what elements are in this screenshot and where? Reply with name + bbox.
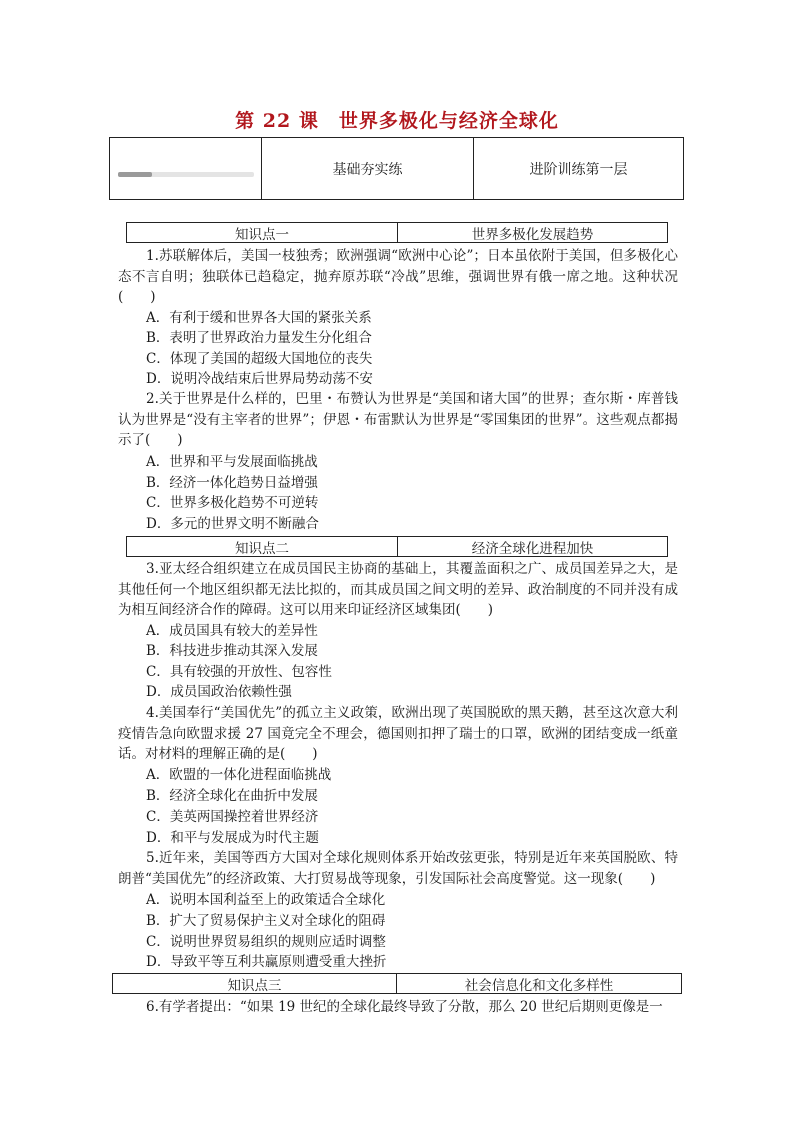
question-option: B．科技进步推动其深入发展 — [146, 643, 318, 659]
progress-cell — [110, 138, 262, 199]
section-label: 知识点二 — [127, 537, 398, 556]
section-topic: 社会信息化和文化多样性 — [464, 977, 614, 994]
question-stem: 6.有学者提出：“如果 19 世纪的全球化最终导致了分散，那么 20 世纪后期则更像是一 — [146, 999, 663, 1015]
page-title: 第 22 课 世界多极化与经济全球化 — [235, 110, 559, 132]
question-option: C．体现了美国的超级大国地位的丧失 — [146, 351, 373, 367]
question-option: B．经济全球化在曲折中发展 — [146, 788, 318, 804]
header-advanced-training: 进阶训练第一层 — [529, 161, 628, 178]
question-option: D．和平与发展成为时代主题 — [146, 830, 319, 846]
question-option: B．扩大了贸易保护主义对全球化的阻碍 — [146, 913, 386, 929]
question-option: C．说明世界贸易组织的规则应适时调整 — [146, 934, 386, 950]
section-header — [112, 973, 682, 994]
progress-fill — [118, 172, 152, 177]
question-option: B．表明了世界政治力量发生分化组合 — [146, 330, 372, 346]
header-basic-practice: 基础夯实练 — [262, 138, 474, 199]
section-label: 知识点一 — [127, 223, 398, 242]
header-table — [109, 137, 684, 200]
section-header — [126, 536, 668, 557]
section-topic: 世界多极化发展趋势 — [471, 226, 594, 243]
section-topic: 经济全球化进程加快 — [471, 540, 594, 557]
section-header — [126, 222, 668, 243]
question-option: C．具有较强的开放性、包容性 — [146, 664, 332, 680]
question-option: A．世界和平与发展面临挑战 — [146, 454, 318, 470]
section-label: 知识点三 — [113, 974, 397, 993]
question-option: A．有利于缓和世界各大国的紧张关系 — [146, 310, 372, 326]
question-option: D．多元的世界文明不断融合 — [146, 516, 319, 532]
question-option: A．欧盟的一体化进程面临挑战 — [146, 767, 332, 783]
question-option: D．导致平等互利共赢原则遭受重大挫折 — [146, 954, 387, 970]
question-option: C．世界多极化趋势不可逆转 — [146, 495, 319, 511]
progress-bar — [118, 172, 254, 177]
question-option: C．美英两国操控着世界经济 — [146, 809, 319, 825]
question-option: D．成员国政治依赖性强 — [146, 684, 292, 700]
question-option: A．成员国具有较大的差异性 — [146, 623, 318, 639]
question-option: B．经济一体化趋势日益增强 — [146, 475, 318, 491]
question-stem: 1.苏联解体后，美国一枝独秀；欧洲强调“欧洲中心论”；日本虽依附于美国，但多极化心态不言自明；独联体已趋稳定，抛弃原苏联“冷战”思维，强调世界有俄一席之地。这种状况( ) — [118, 248, 678, 305]
question-stem: 5.近年来，美国等西方大国对全球化规则体系开始改弦更张，特别是近年来英国脱欧、特朗普“美国优先”的经济政策、大打贸易战等现象，引发国际社会高度警觉。这一现象( ) — [118, 850, 678, 887]
question-stem: 2.关于世界是什么样的，巴里・布赞认为世界是“美国和诸大国”的世界；查尔斯・库普钱认为世界是“没有主宰者的世界”；伊恩・布雷默认为世界是“零国集团的世界”。这些观点都揭示了( ) — [118, 391, 678, 448]
question-stem: 3.亚太经合组织建立在成员国民主协商的基础上，其覆盖面积之广、成员国差异之大，是其他任何一个地区组织都无法比拟的，而其成员国之间文明的差异、政治制度的不同并没有成为相互间经济合作的障碍。这可以用来印证经济区域集团( ) — [118, 561, 678, 618]
question-stem: 4.美国奉行“美国优先”的孤立主义政策，欧洲出现了英国脱欧的黑天鹅，甚至这次意大利疫情告急向欧盟求援 27 国竟完全不理会，德国则扣押了瑞士的口罩，欧洲的团结变成一纸童话。对材料的理解正确的是( ) — [118, 705, 678, 762]
question-option: A．说明本国利益至上的政策适合全球化 — [146, 892, 386, 908]
question-option: D．说明冷战结束后世界局势动荡不安 — [146, 371, 373, 387]
